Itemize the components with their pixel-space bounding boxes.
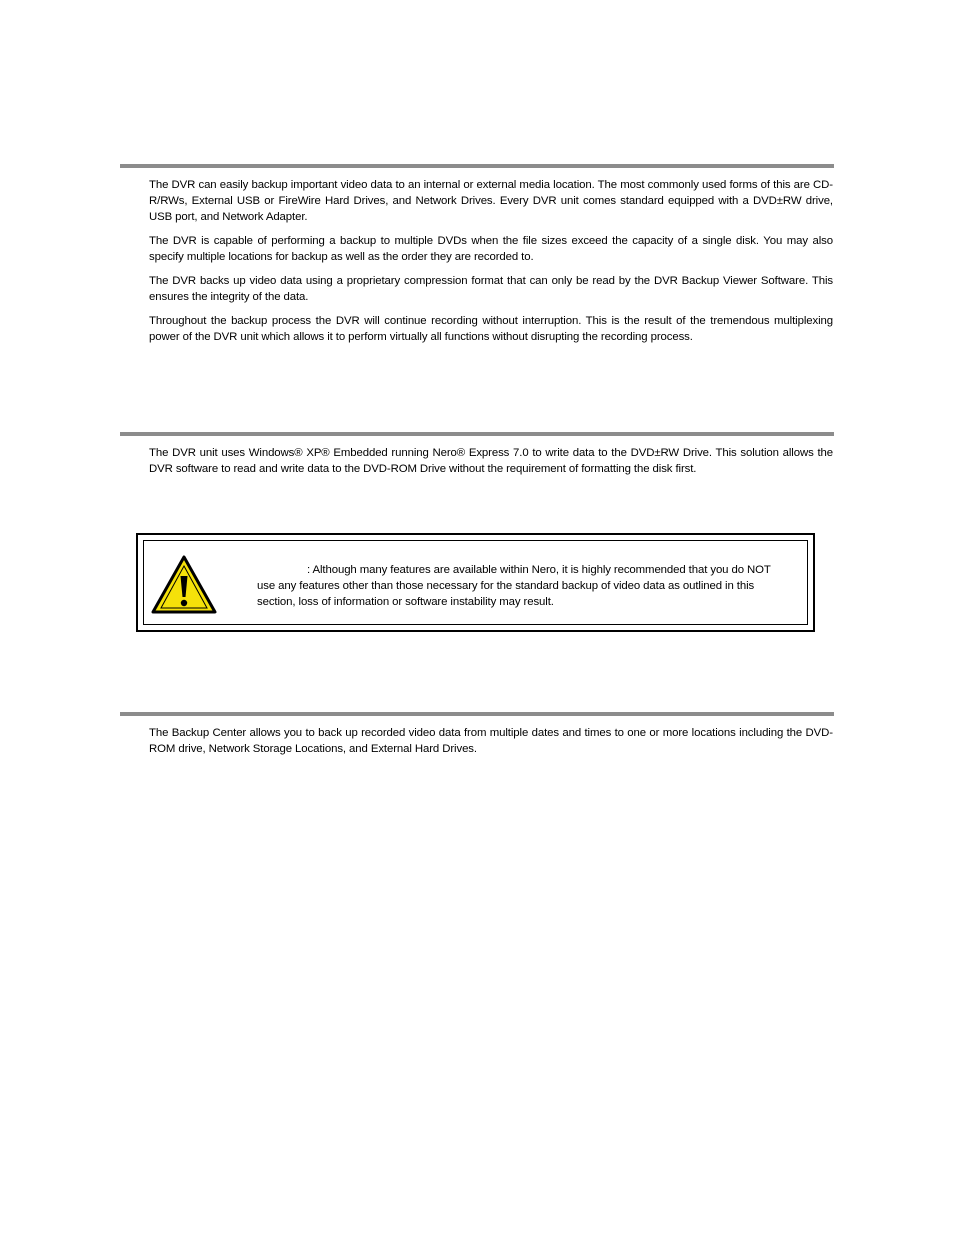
- paragraph: The DVR backs up video data using a proprietary compression format that can only be read by the DVR Backup Viewer Software. This ensures the integrity of the data.: [149, 275, 833, 303]
- warning-box-inner: [143, 540, 808, 625]
- warning-text: [257, 562, 797, 610]
- section-divider-backup-center: [120, 712, 834, 716]
- paragraph: The DVR is capable of performing a backup to multiple DVDs when the file sizes exceed the capacity of a single disk. You may also specify multiple locations for backup as well as the order they are recorded to.: [149, 235, 833, 263]
- paragraph: Throughout the backup process the DVR will continue recording without interruption. This is the result of the tremendous multiplexing power of the DVR unit which allows it to perform virtually all functions without disrupting the recording process.: [149, 315, 833, 343]
- warning-line: use any features other than those necessary for the standard backup of video data as outlined in this: [257, 580, 755, 592]
- section-backup-center: [149, 725, 833, 757]
- warning-triangle-icon: [150, 554, 218, 616]
- section-divider-backup-overview: [120, 164, 834, 168]
- warning-line: [257, 562, 797, 578]
- warning-line-text: : Although many features are available within Nero, it is highly recommended that you do NOT: [307, 564, 771, 576]
- paragraph: The DVR unit uses Windows® XP® Embedded running Nero® Express 7.0 to write data to the DVD±RW Drive. This solution allows the DVR software to read and write data to the DVD-ROM Drive without the requirement of formatting the disk first.: [149, 447, 833, 475]
- section-nero: [149, 445, 833, 477]
- paragraph: The DVR can easily backup important video data to an internal or external media location. The most commonly used forms of this are CD-R/RWs, External USB or FireWire Hard Drives, and Network Drives. Every DVR unit comes standard equipped with a DVD±RW drive, USB port, and Network Adapter.: [149, 179, 833, 223]
- warning-box: [136, 533, 815, 632]
- paragraph: The Backup Center allows you to back up recorded video data from multiple dates and times to one or more locations including the DVD-ROM drive, Network Storage Locations, and External Hard Drives.: [149, 727, 833, 755]
- section-divider-nero: [120, 432, 834, 436]
- warning-line: section, loss of information or software instability may result.: [257, 596, 554, 608]
- section-backup-overview: [149, 177, 833, 345]
